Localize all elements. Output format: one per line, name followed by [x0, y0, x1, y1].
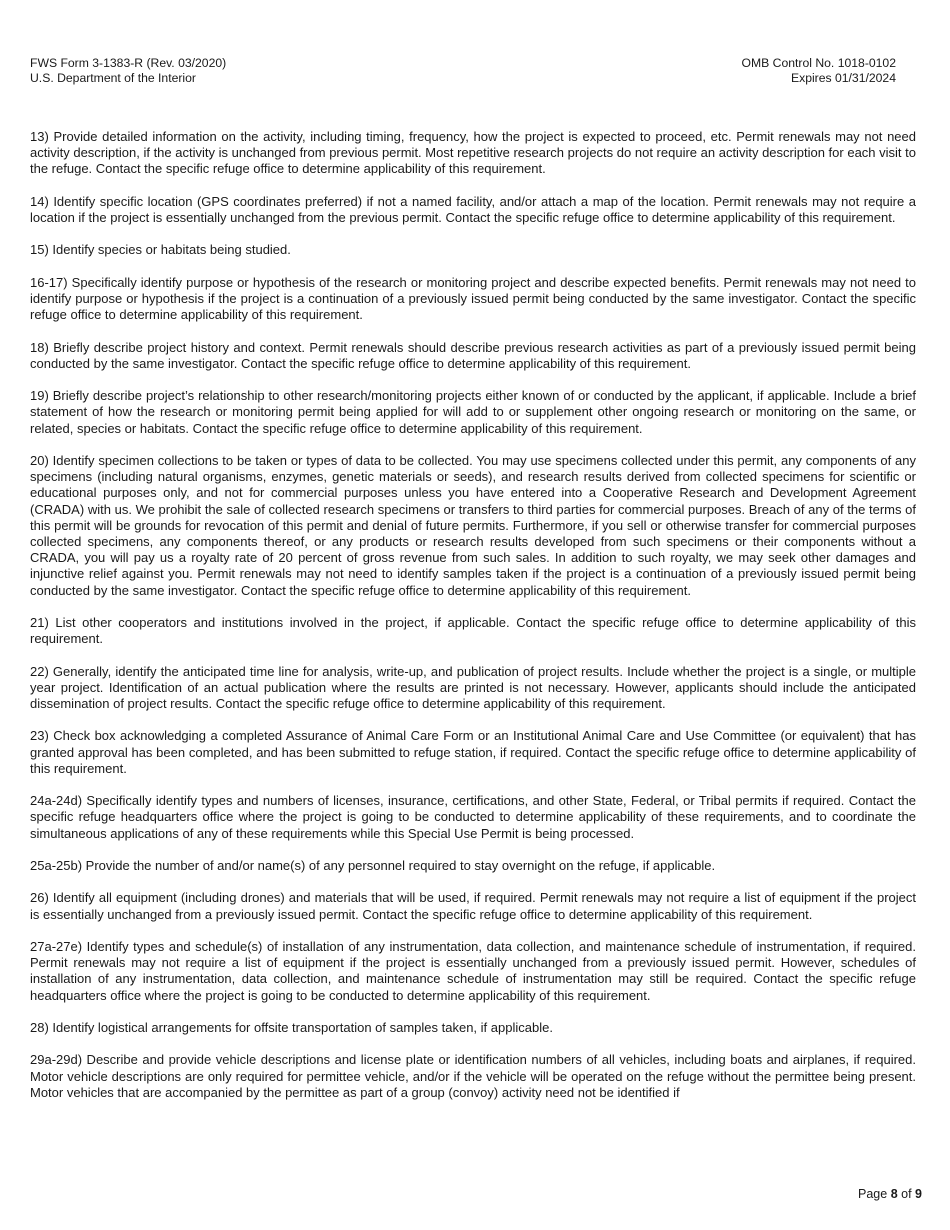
instruction-15: 15) Identify species or habitats being studied.	[30, 242, 291, 258]
form-number: FWS Form 3-1383-R (Rev. 03/2020)	[30, 56, 227, 70]
instruction-20: 20) Identify specimen collections to be taken or types of data to be collected. You may use specimens collected under this permit, any components of any specimens (including natural organisms, enzymes, genetic materials or seeds), and research results derived from collected specimens for scientific or educational purposes only, and not for commercial purposes unless you have entered into a Cooperative Research and Development Agreement (CRADA) with us. We prohibit the sale of collected research specimens or transfers to third parties for commercial purposes. Breach of any of the terms of this permit will be grounds for revocation of this permit and denial of future permits. Furthermore, if you sell or otherwise transfer for commercial purposes collected specimens, any components thereof, or any products or research results developed from such specimens or their components without a CRADA, you will pay us a royalty rate of 20 percent of gross revenue from such sales. In addition to such royalty, we may seek other damages and injunctive relief against you. Permit renewals may not need to identify samples taken if the project is a continuation of a previously issued permit being conducted by the same investigator. Contact the specific refuge office to determine applicability of this requirement.	[30, 452, 916, 598]
instruction-25: 25a-25b) Provide the number of and/or name(s) of any personnel required to stay overnight on the refuge, if applicable.	[30, 857, 716, 873]
header-right	[742, 56, 896, 85]
instruction-14: 14) Identify specific location (GPS coordinates preferred) if not a named facility, and/or attach a map of the location. Permit renewals may not require a location if the project is essentially unchanged from the previous permit. Contact the specific refuge office to determine applicability of this requirement.	[30, 193, 916, 225]
current-page: 8	[890, 1187, 898, 1201]
agency-name: U.S. Department of the Interior	[30, 70, 196, 85]
instruction-28: 28) Identify logistical arrangements for offsite transportation of samples taken, if applicable.	[30, 1019, 553, 1035]
instruction-29: 29a-29d) Describe and provide vehicle descriptions and license plate or identification numbers of all vehicles, including boats and airplanes, if required. Motor vehicle descriptions are only required for permittee vehicle, and/or if the vehicle will be operated on the refuge without the permittee being present. Motor vehicles that are accompanied by the permittee as part of a group (convoy) activity need not be identified if	[30, 1052, 916, 1100]
instruction-13: 13) Provide detailed information on the activity, including timing, frequency, how the project is expected to proceed, etc. Permit renewals may not need activity description, if the activity is unchanged from previous permit. Most repetitive research projects do not require an activity description for each visit to the refuge. Contact the specific refuge office to determine applicability of this requirement.	[30, 129, 916, 177]
page-number	[858, 1187, 922, 1201]
page-label: Page	[858, 1187, 888, 1201]
expiration-date: Expires 01/31/2024	[790, 70, 896, 85]
instruction-16-17: 16-17) Specifically identify purpose or hypothesis of the research or monitoring project and describe expected benefits. Permit renewals may not need to identify purpose or hypothesis if the project is a continuation of a previously issued permit being conducted by the same investigator. Contact the specific refuge office to determine applicability of this requirement.	[30, 274, 916, 323]
instruction-24: 24a-24d) Specifically identify types and numbers of licenses, insurance, certifications, and other State, Federal, or Tribal permits if required. Contact the specific refuge headquarters office where the project is going to be conducted to determine applicability of these requirements, and to coordinate the simultaneous applications of any of these requirements while this Special Use Permit is being processed.	[30, 793, 916, 841]
instruction-18: 18) Briefly describe project history and context. Permit renewals should describe previous research activities as part of a previously issued permit being conducted by the same investigator. Contact the specific refuge office to determine applicability of this requirement.	[30, 339, 916, 371]
instructions-body	[30, 129, 916, 1117]
instruction-26: 26) Identify all equipment (including drones) and materials that will be used, if required. Permit renewals may not require a list of equipment if the project is essentially unchanged from a previously issued permit. Contact the specific refuge office to determine applicability of this requirement.	[30, 890, 916, 922]
instruction-22: 22) Generally, identify the anticipated time line for analysis, write-up, and publication of project results. Include whether the project is a single, or multiple year project. Identification of an actual publication where the results are printed is not necessary. However, applicants should include the anticipated dissemination of project results. Contact the specific refuge office to determine applicability of this requirement.	[30, 663, 916, 711]
omb-control-number: OMB Control No. 1018-0102	[741, 56, 896, 70]
instruction-27: 27a-27e) Identify types and schedule(s) of installation of any instrumentation, data collection, and maintenance schedule of instrumentation, if required. Permit renewals may not require a list of equipment if the project is essentially unchanged from a previously issued permit. However, schedules of installation of any instrumentation, data collection, and maintenance schedule of instrumentation may still be required. Contact the specific refuge headquarters office where the project is going to be conducted to determine applicability of this requirement.	[30, 938, 916, 1003]
total-pages: 9	[915, 1187, 922, 1201]
instruction-19: 19) Briefly describe project’s relationship to other research/monitoring projects either known of or conducted by the applicant, if applicable. Include a brief statement of how the research or monitoring permit being applied for will add to or supplement other ongoing research or monitoring on the same, or related, species or habitats. Contact the specific refuge office to determine applicability of this requirement.	[30, 388, 916, 436]
instruction-23: 23) Check box acknowledging a completed Assurance of Animal Care Form or an Institutional Animal Care and Use Committee (or equivalent) that has granted approval has been completed, and has been submitted to refuge station, if required. Contact the specific refuge office to determine applicability of this requirement.	[30, 728, 916, 776]
header-left	[30, 56, 226, 85]
of-label: of	[901, 1187, 912, 1201]
instruction-21: 21) List other cooperators and institutions involved in the project, if applicable. Contact the specific refuge office to determine applicability of this requirement.	[30, 614, 916, 647]
